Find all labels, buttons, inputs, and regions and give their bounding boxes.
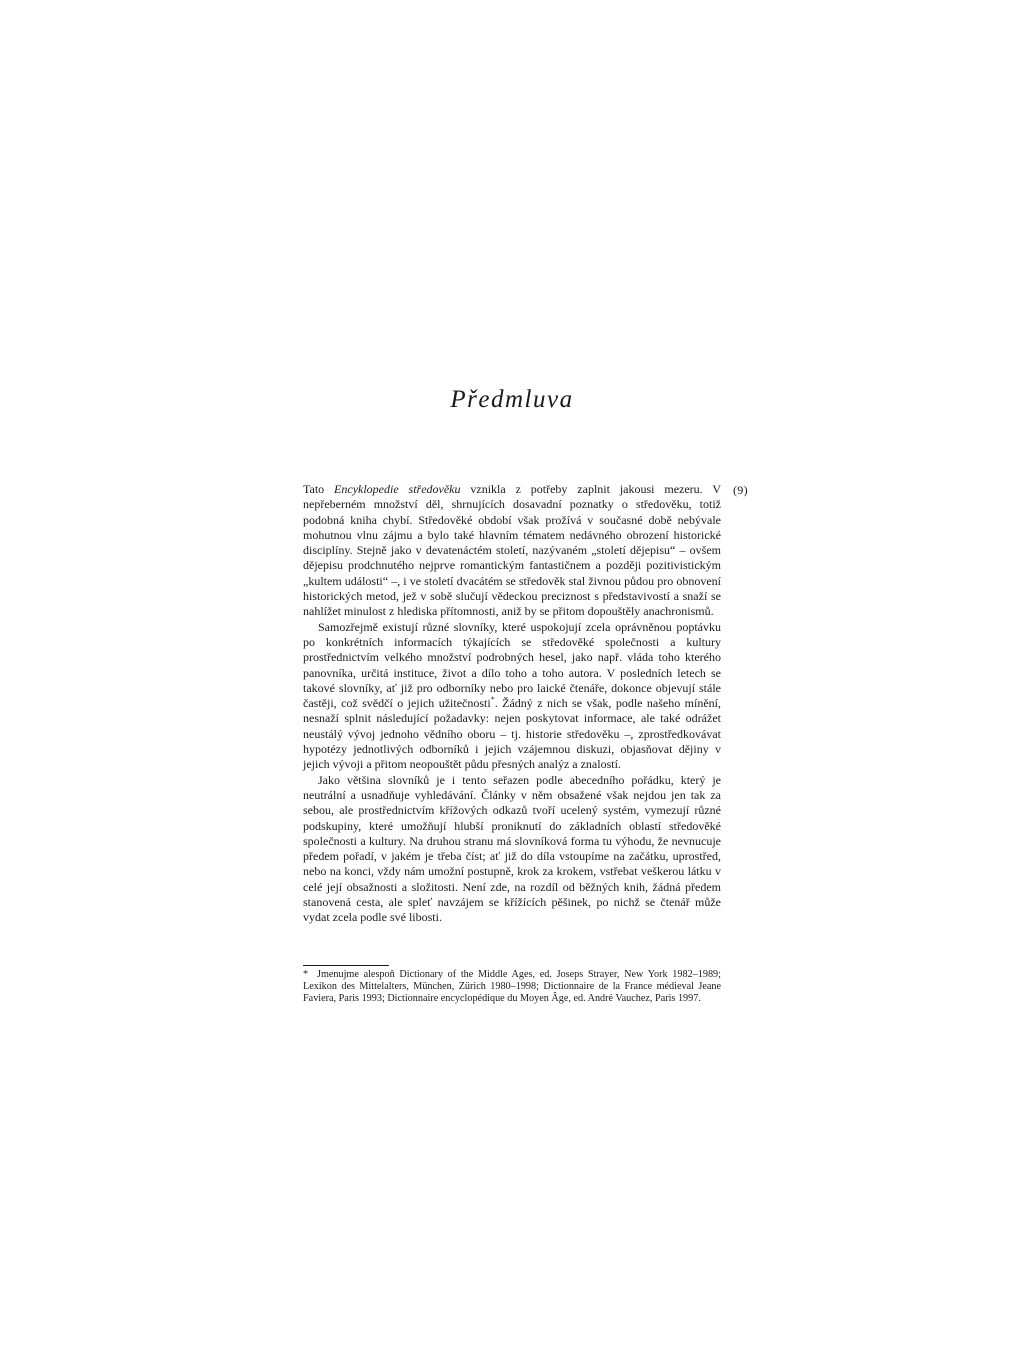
paragraph-1-lead: Tato [303,482,335,496]
paragraph-2-after-note: . Žádný z nich se však, podle našeho mínění, nesnaží splnit následující požadavky: nejen poskytovat informace, ale také odrážet neustálý vývoj jednoho vědního oboru – tj. historie středověku –, zprostředkovávat hypotézy jednotlivých odborníků i jejich vzájemnou diskuzi, objasňovat dějiny v jejich vývoji a přitom neopouštět půdu přesných analýz a znalostí. [303,696,721,772]
footnote-marker: * [303,969,309,980]
footnote-reference[interactable]: * [490,695,495,705]
footnote [303,969,721,1005]
footnote-divider [303,965,389,966]
paragraph-1-rest: vznikla z potřeby zaplnit jakousi mezeru. V nepřeberném množství děl, shrnujících dosavadní poznatky o středověku, totiž podobná kniha chybí. Středověké období však prožívá v současné době nebývale mohutnou vlnu zájmu a bylo také hlavním tématem nedávného obrození historické disciplíny. Stejně jako v devatenáctém století, nazývaném „století dějepisu“ – ovšem dějepisu prodchnutého nejprve romantickým fantastičnem a později pozitivistickým „kultem události“ –, i ve století dvacátém se středověk stal živnou půdou pro obnovení historických metod, jež v sobě slučují vědeckou preciznost s představivostí a snaží se nahlížet minulost z hlediska přítomnosti, aniž by se přitom dopouštěly anachronismů. [303,482,721,619]
paragraph-3: Jako většina slovníků je i tento seřazen podle abecedního pořádku, který je neutrální a usnadňuje vyhledávání. Články v něm obsažené však nejdou jen tak za sebou, ale prostřednictvím křížových odkazů tvoří ucelený systém, vymezují různé podskupiny, které umožňují hlubší proniknutí do základních oblastí středověké společnosti a kultury. Na druhou stranu má slovníková forma tu výhodu, že nevnucuje předem pořadí, v jakém je třeba číst; ať již do díla vstoupíme na začátku, uprostřed, nebo na konci, vždy nám umožní postupně, krok za krokem, vstřebat veškerou látku v celé její obsažnosti a složitosti. Není zde, na rozdíl od běžných knih, žádná předem stanovená cesta, ale spleť navzájem se křížících pěšinek, po nichž se čtenář může vydat zcela podle své libosti. [303,772,721,925]
page-number: (9) [733,483,748,497]
chapter-title: Předmluva [450,386,574,413]
paragraph-1 [303,482,721,620]
paragraph-2-before-note: Samozřejmě existují různé slovníky, které uspokojují zcela oprávněnou poptávku po konkrétních informacích týkajících se středověké společnosti a kultury prostřednictvím velkého množství podrobných hesel, jako např. vláda toho kterého panovníka, určitá instituce, život a dílo toho a toho autora. V posledních letech se takové slovníky, ať již pro odborníky nebo pro laické čtenáře, dokonce objevují stále častěji, což svědčí o jejich užitečnosti [303,619,721,711]
book-title-italic: Encyklopedie středověku [334,482,461,496]
paragraph-2 [303,620,721,773]
body-text [303,482,721,926]
footnote-text: Jmenujme alespoň Dictionary of the Middle Ages, ed. Joseps Strayer, New York 1982–1989; Lexikon des Mittelalters, München, Zürich 1980–1998; Dictionnaire de la France médieval Jeane Faviera, Paris 1993; Dictionnaire encyclopédique du Moyen Âge, ed. André Vauchez, Paris 1997. [303,969,721,1004]
